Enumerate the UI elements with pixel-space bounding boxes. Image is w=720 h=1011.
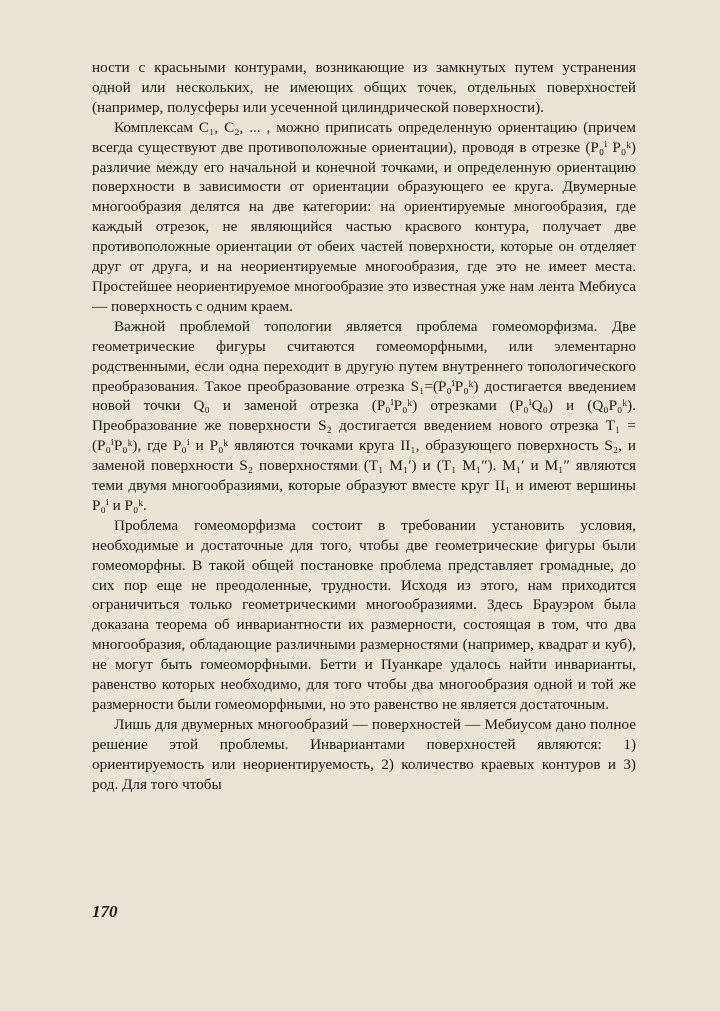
- paragraph-2: Комплексам C₁, C₂, ... , можно приписать определенную ориентацию (причем всегда существуют две противоположные ориентации), проводя в отрезке (P₀ⁱ P₀ᵏ) различие между его начальной и конечной точками, и определенную ориентацию поверхности в зависимости от ориентации образующего ее круга. Двумерные многообразия делятся на две категории: на ориентируемые многообразия, где каждый отрезок, не являющийся частью красвого контура, получает две противоположные ориентации от обеих частей поверхности, которые он отделяет друг от друга, и на неориентируемые многообразия, где это не имеет места. Простейшее неориентируемое многообразие это известная уже нам лента Мебиуса — поверхность с одним краем.: [92, 118, 636, 315]
- paragraph-5: Лишь для двумерных многообразий — поверхностей — Мебиусом дано полное решение этой проблемы. Инвариантами поверхностей являются: 1) ориентируемость или неориентируемость, 2) количество краевых контуров и 3) род. Для того чтобы: [92, 715, 636, 793]
- paragraph-1: ности с красьными контурами, возникающие из замкнутых путем устранения одной или нескольких, не имеющих общих точек, отдельных поверхностей (например, полусферы или усеченной цилиндрической поверхности).: [92, 59, 636, 116]
- paragraph-3: Важной проблемой топологии является проблема гомеоморфизма. Две геометрические фигуры считаются гомеоморфными, или элементарно родственными, если одна переходит в другую путем внутреннего топологического преобразования. Такое преобразование отрезка S₁=(P₀ⁱP₀ᵏ) достигается введением новой точки Q₀ и заменой отрезка (P₀ⁱP₀ᵏ) отрезками (P₀ⁱQ₀) и (Q₀P₀ᵏ). Преобразование же поверхности S₂ достигается введением нового отрезка T₁ = (P₀ⁱP₀ᵏ), где P₀ⁱ и P₀ᵏ являются точками круга II₁, образующего поверхность S₂, и заменой поверхности S₂ поверхностями (T₁ M₁′) и (T₁ M₁″). M₁′ и M₁″ являются теми двумя многообразиями, которые образуют вместе круг II₁ и имеют вершины P₀ⁱ и P₀ᵏ.: [92, 317, 636, 514]
- page-number: 170: [92, 902, 118, 921]
- paragraph-4: Проблема гомеоморфизма состоит в требовании установить условия, необходимые и достаточные для того, чтобы две геометрические фигуры были гомеоморфны. В такой общей постановке проблема представляет громадные, до сих пор еще не преодоленные, трудности. Исходя из этого, нам приходится ограничиться только геометрическими многообразиями. Здесь Брауэром была доказана теорема об инвариантности их размерности, состоящая в том, что два многообразия, обладающие различными размерностями (например, квадрат и куб), не могут быть гомеоморфными. Бетти и Пуанкаре удалось найти инварианты, равенство которых необходимо, для того чтобы два многообразия одной и той же размерности были гомеоморфными, но это равенство не является достаточным.: [92, 516, 636, 713]
